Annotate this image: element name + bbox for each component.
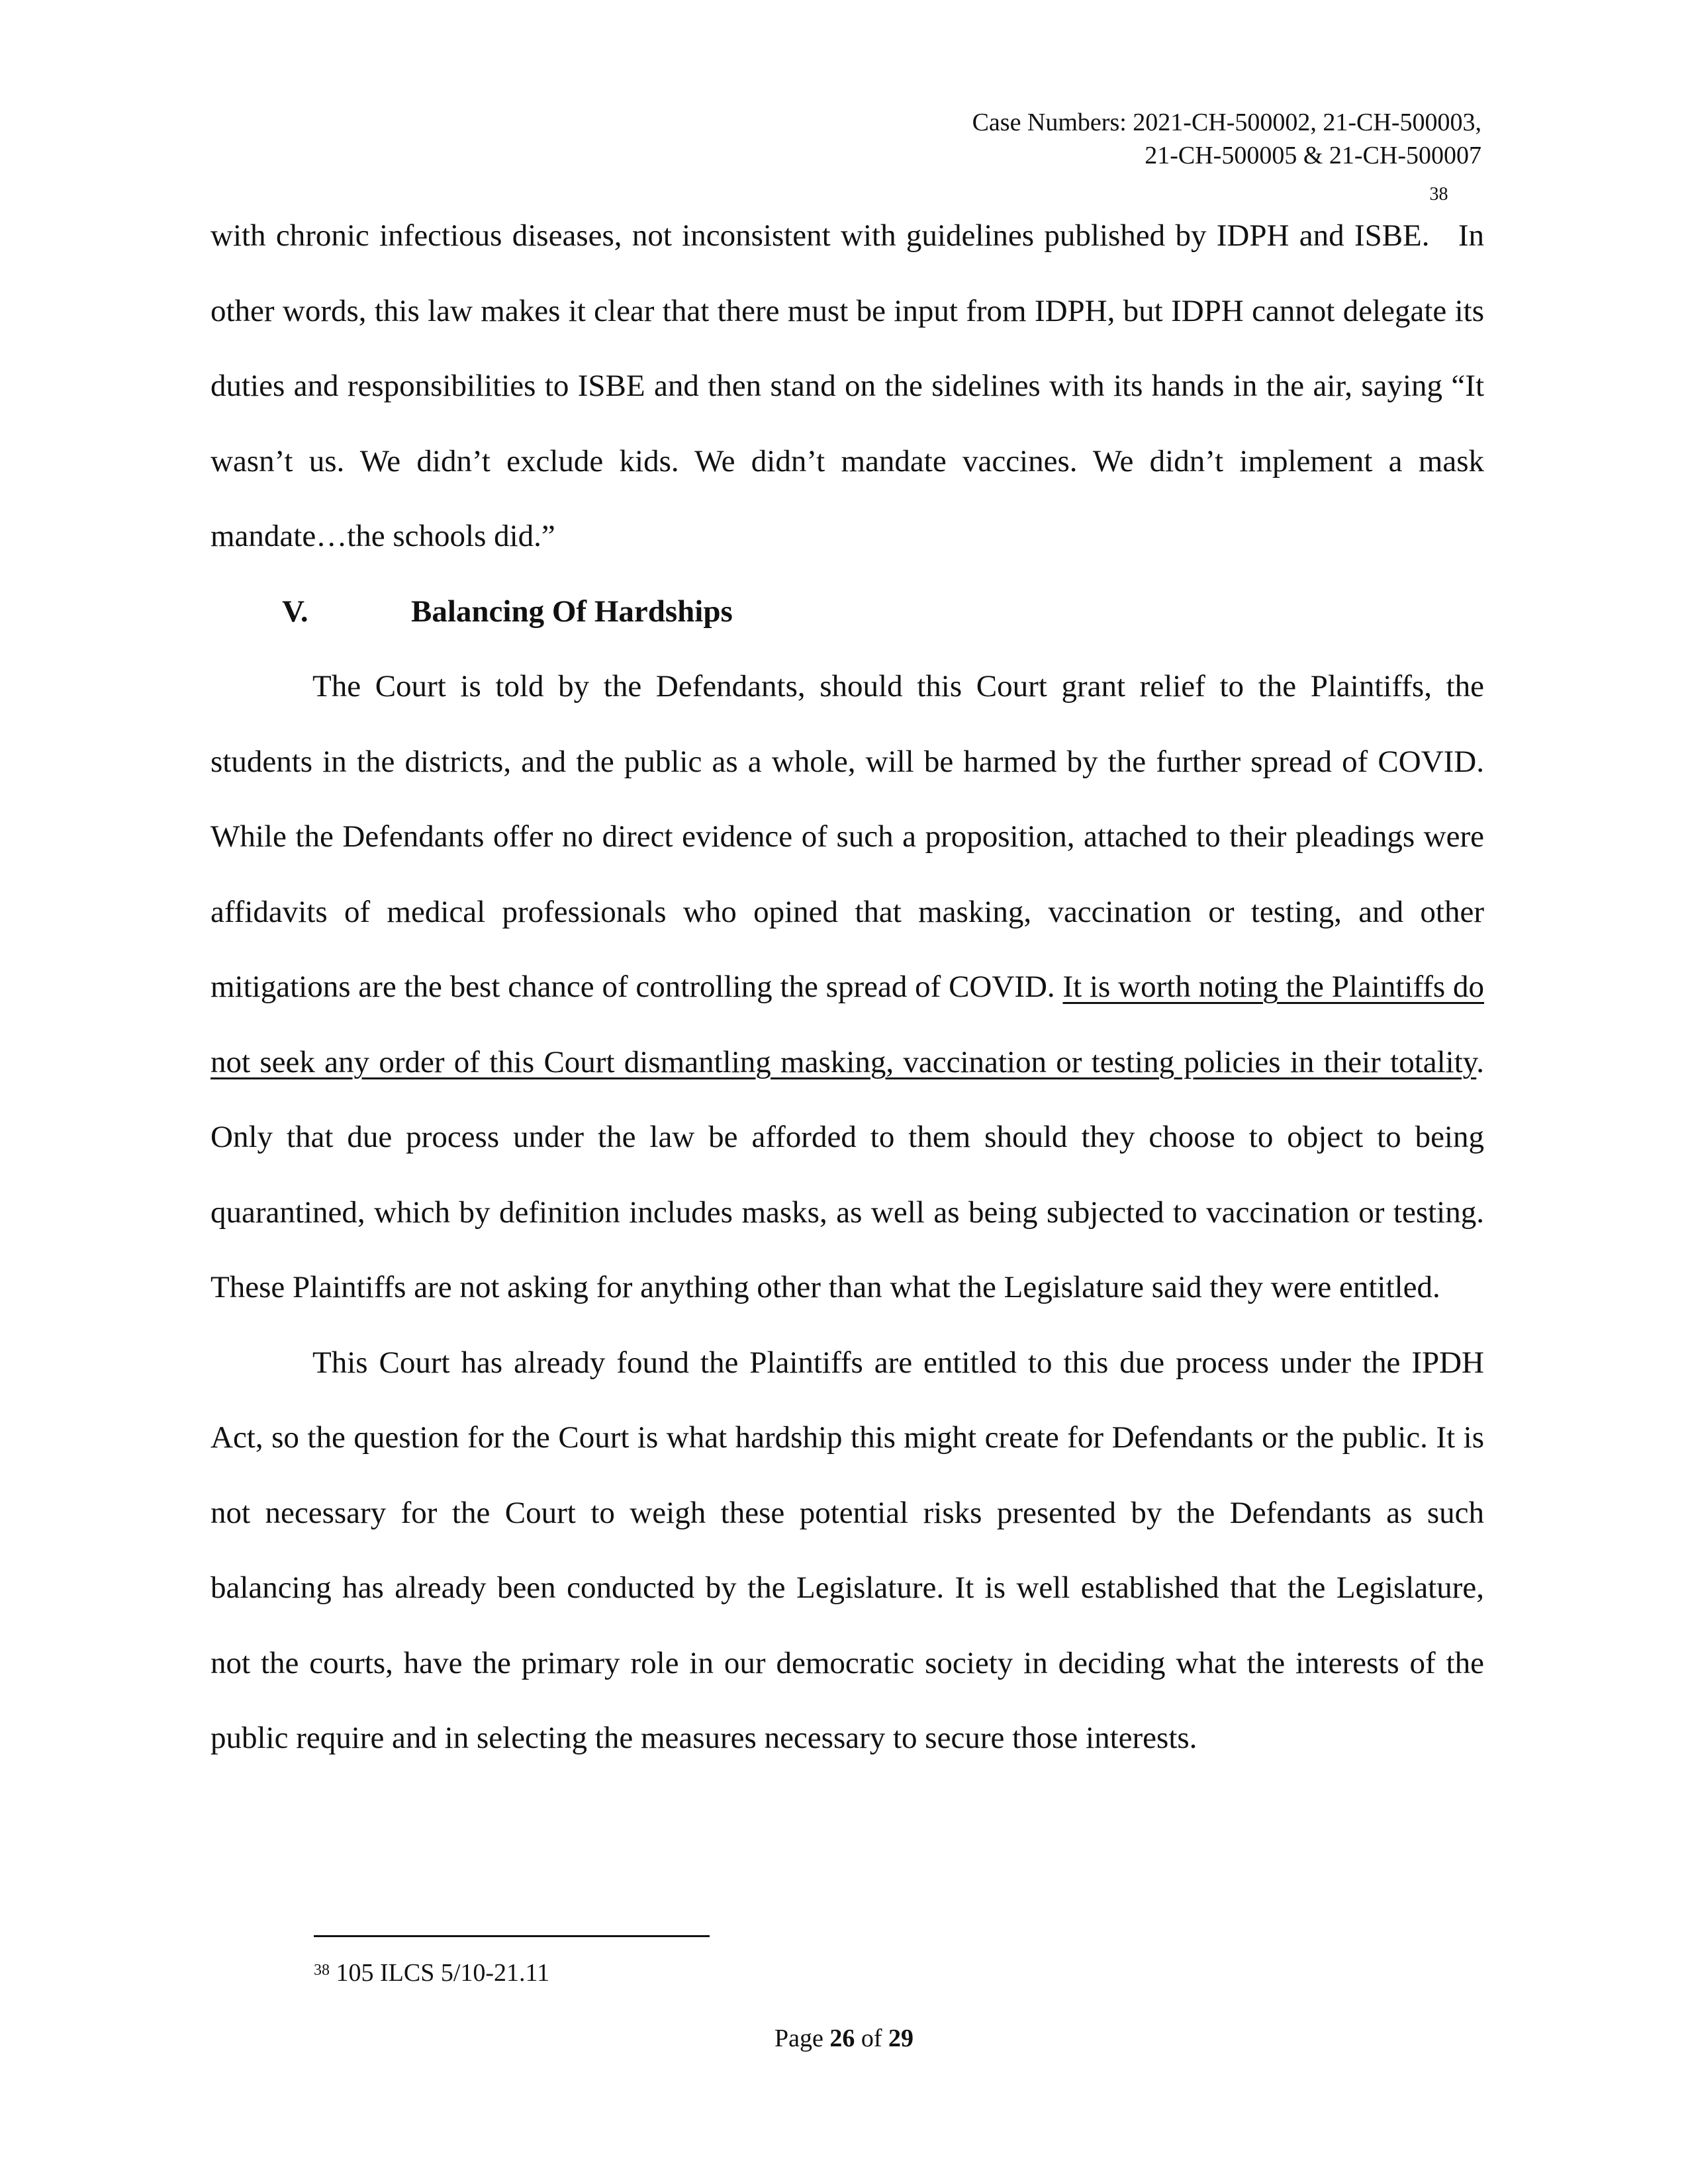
paragraph-3-text: This Court has already found the Plaintiffs are entitled to this due process under the IPDH Act, so the question for the Court is what hardship this might create for Defendants or the public. It is not necessary for the Court to weigh these potential risks presented by the Defendants as such balancing has already been conducted by the Legislature. It is well established that the Legislature, not the courts, have the primary role in our democratic society in deciding what the interests of the public require and in selecting the measures necessary to secure those interests. (211, 1345, 1484, 1755)
paragraph-2-underlined-text: It is worth noting the Plaintiffs do not seek any order of this Court dismantling masking, vaccination or testing policies in their totality (211, 970, 1484, 1079)
page-number-total: 29 (888, 2025, 914, 2052)
paragraph-3 (211, 1326, 1484, 1776)
footnote (314, 1956, 549, 1989)
section-number: V. (282, 594, 308, 629)
case-numbers-line-1: Case Numbers: 2021-CH-500002, 21-CH-500003, (972, 109, 1481, 136)
paragraph-1-text: with chronic infectious diseases, not inconsistent with guidelines published by IDPH and ISBE. (211, 218, 1430, 253)
case-numbers-line-2: 21-CH-500005 & 21-CH-500007 (1145, 142, 1481, 169)
paragraph-1-text-continued: In other words, this law makes it clear that there must be input from IDPH, but IDPH cannot delegate its duties and responsibilities to ISBE and then stand on the sidelines with its hands in the air, saying “It wasn’t us. We didn’t exclude kids. We didn’t mandate vaccines. We didn’t implement a mask mandate…the schools did.” (211, 218, 1484, 553)
case-numbers-header (972, 106, 1481, 172)
page-number (0, 2024, 1688, 2053)
footnote-separator (314, 1935, 710, 1937)
paragraph-2 (211, 649, 1484, 1326)
paragraph-2-text: The Court is told by the Defendants, should this Court grant relief to the Plaintiffs, the students in the districts, and the public as a whole, will be harmed by the further spread of COVID. While the Defendants offer no direct evidence of such a proposition, attached to their pleadings were affidavits of medical professionals who opined that masking, vaccination or testing, and other mitigations are the best chance of controlling the spread of COVID. (211, 669, 1484, 1004)
paragraph-2-text-continued: . Only that due process under the law be afforded to them should they choose to object to being quarantined, which by definition includes masks, as well as being subjected to vaccination or testing. These Plaintiffs are not asking for anything other than what the Legislature said they were entitled. (211, 1044, 1484, 1304)
footnote-text: 105 ILCS 5/10-21.11 (330, 1959, 550, 1987)
page-number-current: 26 (829, 2025, 855, 2052)
body-text (211, 184, 1484, 1776)
page-number-prefix: Page (774, 2025, 830, 2052)
footnote-reference: 38 (1429, 184, 1448, 205)
paragraph-1 (211, 184, 1484, 574)
section-heading (211, 574, 1484, 650)
page-number-of: of (855, 2025, 889, 2052)
section-title: Balancing Of Hardships (411, 594, 733, 629)
footnote-number: 38 (314, 1962, 330, 1979)
